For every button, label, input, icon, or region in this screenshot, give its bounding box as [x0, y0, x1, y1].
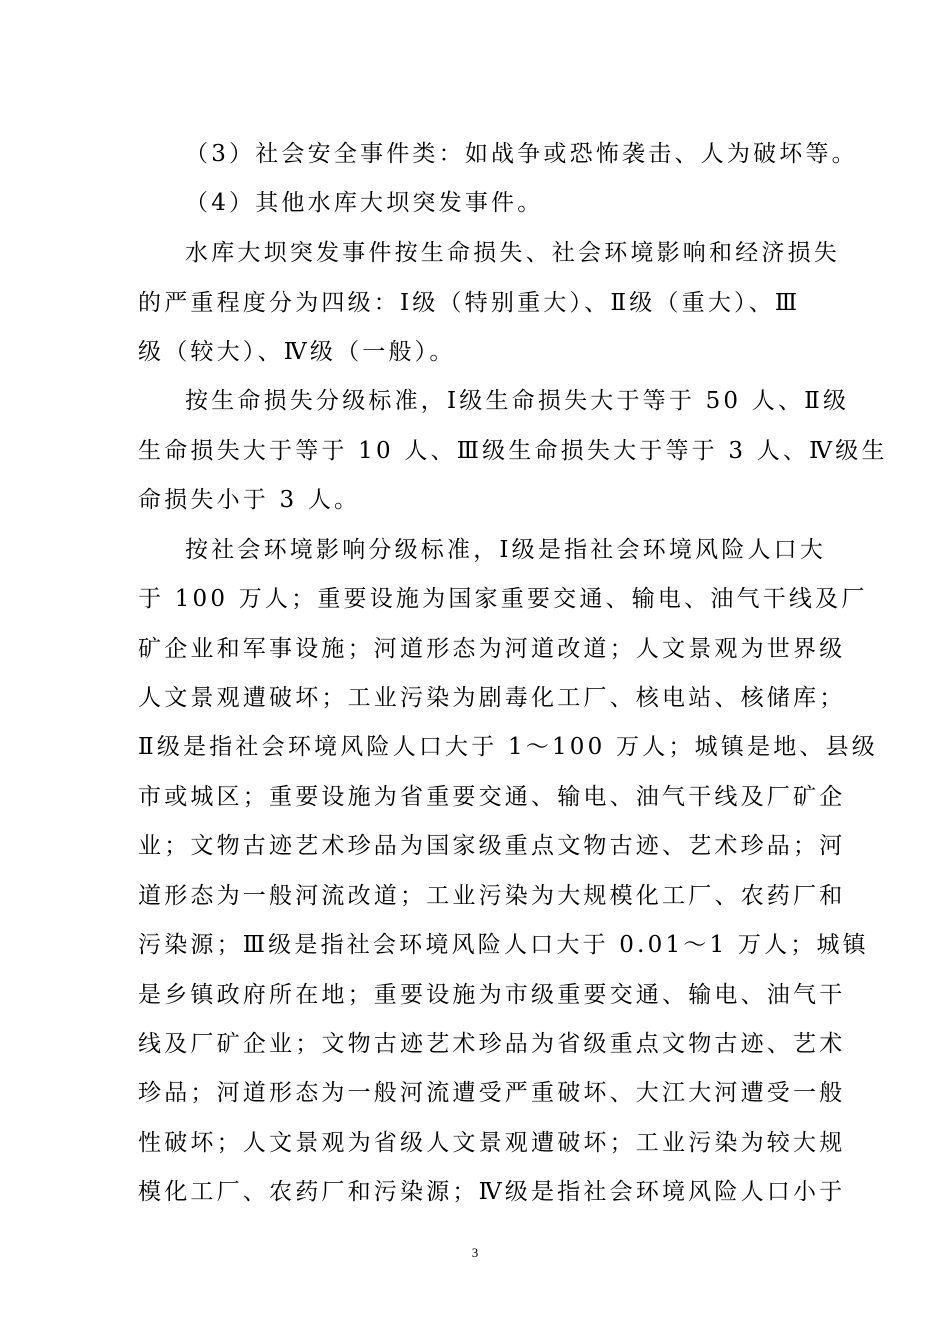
text-line: 性破坏；人文景观为省级人文景观遭破坏；工业污染为较大规	[138, 1130, 846, 1156]
text-line: 是乡镇政府所在地；重要设施为市级重要交通、输电、油气干	[138, 982, 846, 1008]
text-line: 市或城区；重要设施为省重要交通、输电、油气干线及厂矿企	[138, 784, 846, 810]
text-line: 矿企业和军事设施；河道形态为河道改道；人文景观为世界级	[138, 636, 846, 662]
text-line: 人文景观遭破坏；工业污染为剧毒化工厂、核电站、核储库；	[138, 685, 846, 711]
text-line: 生命损失大于等于 10 人、Ⅲ级生命损失大于等于 3 人、Ⅳ级生	[138, 438, 888, 464]
text-line: 污染源；Ⅲ级是指社会环境风险人口大于 0.01～1 万人；城镇	[138, 932, 869, 958]
text-line: Ⅱ级是指社会环境风险人口大于 1～100 万人；城镇是地、县级	[138, 734, 878, 760]
text-line: 道形态为一般河流改道；工业污染为大规模化工厂、农药厂和	[138, 883, 846, 909]
text-line: 于 100 万人；重要设施为国家重要交通、输电、油气干线及厂	[138, 586, 868, 612]
text-line: （4）其他水库大坝突发事件。	[185, 190, 544, 216]
text-line: 命损失小于 3 人。	[138, 487, 361, 513]
text-line: 的严重程度分为四级：Ⅰ级（特别重大）、Ⅱ级（重大）、Ⅲ	[138, 290, 801, 316]
text-line: 业；文物古迹艺术珍品为国家级重点文物古迹、艺术珍品；河	[138, 833, 846, 859]
page-number: 3	[471, 1245, 479, 1260]
text-line: 按生命损失分级标准，Ⅰ级生命损失大于等于 50 人、Ⅱ级	[185, 388, 850, 414]
text-line: 按社会环境影响分级标准，Ⅰ级是指社会环境风险人口大	[185, 537, 827, 563]
text-line: 级（较大）、Ⅳ级（一般）。	[138, 339, 456, 365]
text-line: 水库大坝突发事件按生命损失、社会环境影响和经济损失	[185, 240, 840, 266]
text-line: 线及厂矿企业；文物古迹艺术珍品为省级重点文物古迹、艺术	[138, 1031, 846, 1057]
text-line: （3）社会安全事件类：如战争或恐怖袭击、人为破坏等。	[185, 141, 858, 167]
text-line: 珍品；河道形态为一般河流遭受严重破坏、大江大河遭受一般	[138, 1080, 846, 1106]
text-line: 模化工厂、农药厂和污染源；Ⅳ级是指社会环境风险人口小于	[138, 1179, 846, 1205]
